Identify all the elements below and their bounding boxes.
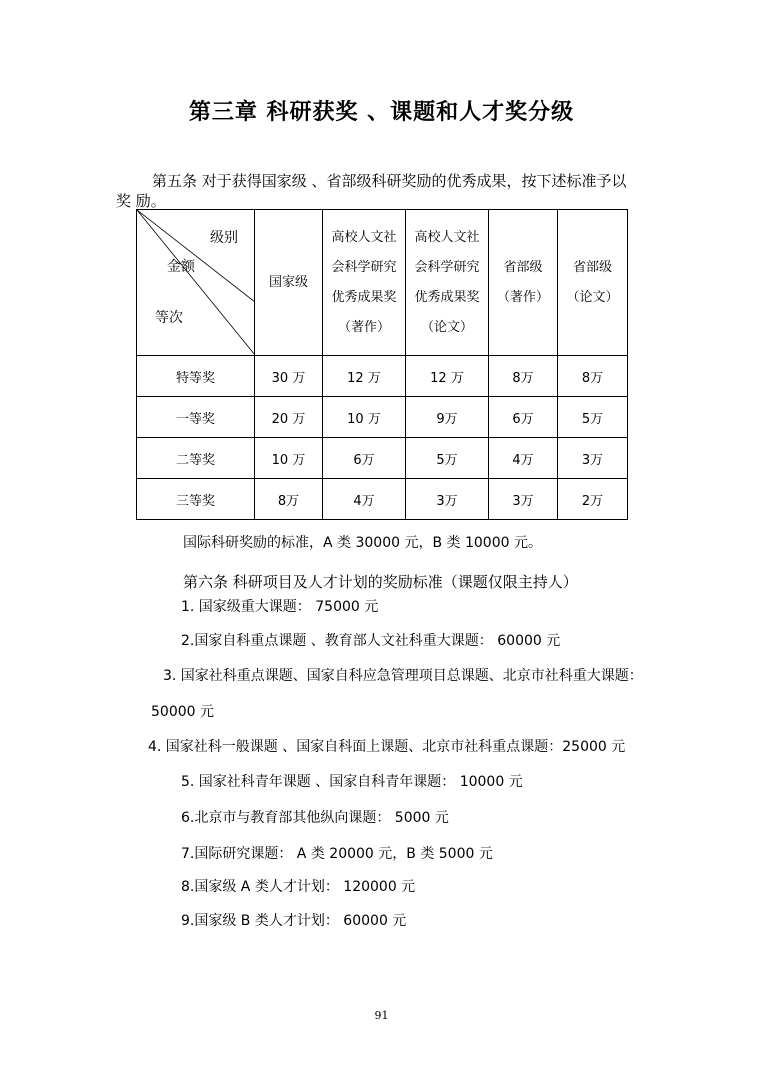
article6-item-2: 2.国家自科重点课题 、教育部人文社科重大课题： 60000 元 [181, 633, 561, 649]
table-cell: 6万 [489, 397, 558, 438]
award-table-header-row [137, 210, 628, 356]
table-cell: 5万 [406, 438, 489, 479]
corner-label-grade: 等次 [155, 310, 183, 326]
article5-line2: 奖 励。 [116, 192, 166, 210]
header-provincial-book: 省部级 （著作） [489, 210, 558, 356]
article6-item-1: 1. 国家级重大课题： 75000 元 [181, 599, 379, 615]
table-cell: 4万 [489, 438, 558, 479]
article6-item-3-cont: 50000 元 [151, 704, 214, 720]
article5-line1: 第五条 对于获得国家级 、省部级科研奖励的优秀成果，按下述标准予以 [152, 172, 627, 190]
row-level: 三等奖 [137, 479, 255, 520]
article6-item-8: 8.国家级 A 类人才计划： 120000 元 [181, 879, 416, 895]
header-provincial-paper: 省部级 （论文） [558, 210, 628, 356]
table-cell: 12 万 [406, 356, 489, 397]
article6-item-6: 6.北京市与教育部其他纵向课题： 5000 元 [181, 810, 449, 826]
table-cell: 9万 [406, 397, 489, 438]
table-cell: 8万 [489, 356, 558, 397]
table-row [137, 397, 628, 438]
header-national: 国家级 [255, 210, 323, 356]
row-level: 一等奖 [137, 397, 255, 438]
table-cell: 5万 [558, 397, 628, 438]
award-table [136, 209, 628, 520]
table-cell: 6万 [323, 438, 406, 479]
article6-item-5: 5. 国家社科青年课题 、国家自科青年课题： 10000 元 [181, 774, 523, 790]
table-cell: 10 万 [323, 397, 406, 438]
table-cell: 2万 [558, 479, 628, 520]
table-cell: 10 万 [255, 438, 323, 479]
table-cell: 8万 [255, 479, 323, 520]
row-level: 二等奖 [137, 438, 255, 479]
table-row [137, 438, 628, 479]
article6-heading: 第六条 科研项目及人才计划的奖励标准（课题仅限主持人） [183, 573, 578, 591]
table-cell: 3万 [406, 479, 489, 520]
corner-label-amount: 金额 [167, 259, 195, 275]
table-row [137, 356, 628, 397]
corner-cell [137, 210, 255, 356]
table-cell: 30 万 [255, 356, 323, 397]
intl-standard: 国际科研奖励的标准，A 类 30000 元，B 类 10000 元。 [183, 535, 542, 551]
table-cell: 20 万 [255, 397, 323, 438]
table-cell: 8万 [558, 356, 628, 397]
article6-item-9: 9.国家级 B 类人才计划： 60000 元 [181, 913, 407, 929]
table-cell: 12 万 [323, 356, 406, 397]
table-cell: 3万 [489, 479, 558, 520]
header-univ-book: 高校人文社 会科学研究 优秀成果奖 （著作） [323, 210, 406, 356]
page-number: 91 [374, 1009, 389, 1022]
article6-item-7: 7.国际研究课题： A 类 20000 元，B 类 5000 元 [181, 846, 493, 862]
corner-label-level: 级别 [210, 230, 238, 246]
table-cell: 4万 [323, 479, 406, 520]
table-cell: 3万 [558, 438, 628, 479]
row-level: 特等奖 [137, 356, 255, 397]
article6-item-3: 3. 国家社科重点课题、国家自科应急管理项目总课题、北京市社科重大课题： [163, 668, 643, 684]
article6-item-4: 4. 国家社科一般课题 、国家自科面上课题、北京市社科重点课题：25000 元 [148, 739, 626, 755]
header-univ-paper: 高校人文社 会科学研究 优秀成果奖 （论文） [406, 210, 489, 356]
table-row [137, 479, 628, 520]
chapter-title: 第三章 科研获奖 、课题和人才奖分级 [188, 100, 575, 125]
